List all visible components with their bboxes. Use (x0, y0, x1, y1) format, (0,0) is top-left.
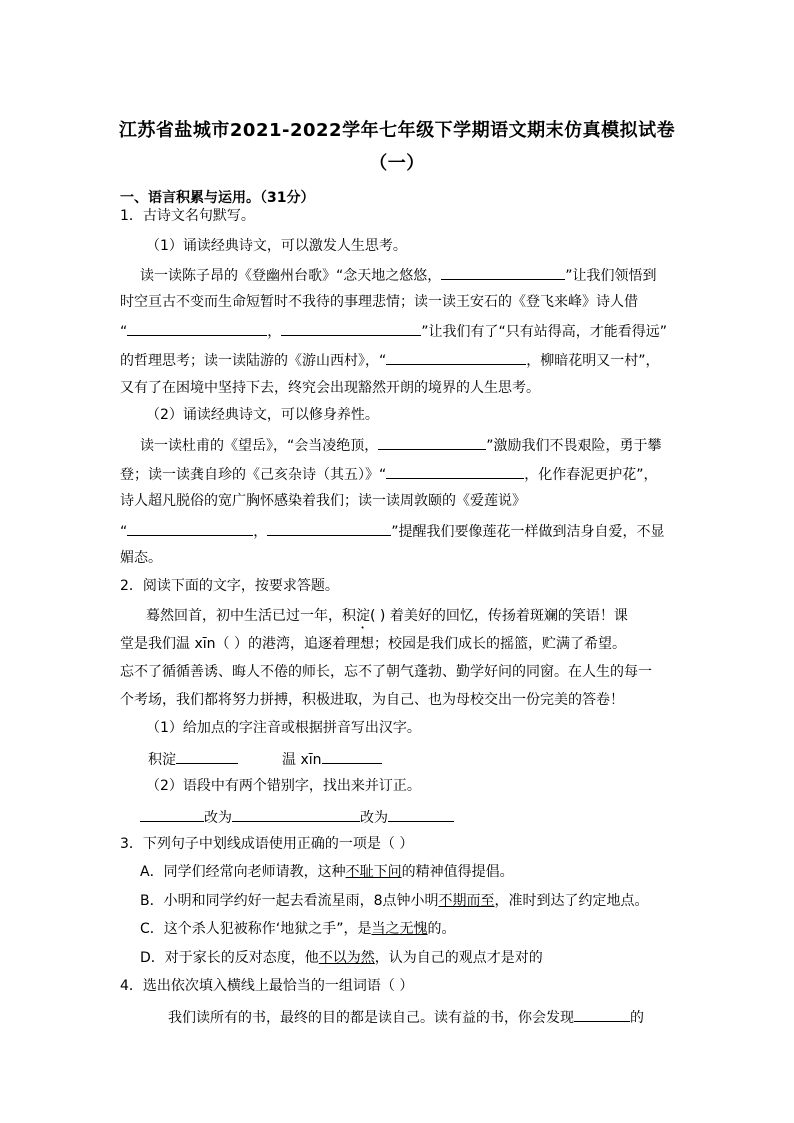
q1-part2-heading: （2）诵读经典诗文，可以修身养性。 (146, 407, 379, 423)
text: ，化作春泥更护花”， (524, 467, 658, 483)
q2-sub2: （2）语段中有两个错别字，找出来并订正。 (146, 778, 421, 794)
q1-line: 又有了在困境中坚持下去，终究会出现豁然开朗的境界的人生思考。 (120, 380, 540, 396)
text: ， (267, 324, 282, 340)
text: ，认为自己的观点才是对的 (374, 950, 543, 966)
text: 改为 (360, 810, 388, 826)
text: ”提醒我们要像莲花一样做到洁身自爱，不显 (391, 524, 665, 540)
section-heading: 一、语言积累与运用。（31分） (120, 190, 315, 206)
answer-blank[interactable] (176, 748, 238, 764)
q2-line: 堂是我们温 xīn（ ）的港湾，追逐着理想；校园是我们成长的摇篮，贮满了希望。 (120, 636, 626, 652)
text: 的。 (427, 921, 456, 937)
answer-blank[interactable] (140, 806, 204, 822)
answer-blank[interactable] (127, 320, 267, 336)
text: 的 (630, 1010, 644, 1026)
text: 我们读所有的书，最终的目的都是读自己。读有益的书，你会发现 (168, 1010, 574, 1026)
answer-blank[interactable] (441, 264, 565, 280)
q1-line (120, 463, 680, 485)
answer-blank[interactable] (378, 434, 486, 450)
exam-title: 江苏省盐城市2021-2022学年七年级下学期语文期末仿真模拟试卷 (118, 120, 676, 141)
q3-stem: 3．下列句子中划线成语使用正确的一项是（ ） (120, 836, 414, 852)
text: ”让我们领悟到 (565, 268, 657, 284)
text: A．同学们经常向老师请教，这种 (140, 864, 346, 880)
q4-line (168, 1006, 728, 1028)
q4-stem: 4．选出依次填入横线上最恰当的一组词语（ ） (120, 978, 414, 994)
answer-blank[interactable] (127, 520, 253, 536)
q2-sub1-answers (148, 748, 708, 770)
idiom: 不耻下问 (345, 864, 402, 880)
dotted-char: 淀 (356, 608, 370, 624)
text: 蓦然回首，初中生活已过一年，积 (146, 608, 356, 624)
exam-title-sub: （一） (369, 153, 425, 174)
q3-option-d[interactable] (140, 948, 700, 968)
text: “ (120, 324, 128, 340)
q2-line: 忘不了循循善诱、晦人不倦的师长，忘不了朝气蓬勃、勤学好问的同窗。在人生的每一 (120, 664, 652, 680)
q3-option-c[interactable] (140, 919, 700, 939)
text: “ (120, 524, 128, 540)
text: ”激励我们不畏艰险，勇于攀 (486, 438, 662, 454)
q1-stem: 1．古诗文名句默写。 (120, 208, 255, 224)
answer-blank[interactable] (386, 463, 524, 479)
q2-stem: 2．阅读下面的文字，按要求答题。 (120, 578, 339, 594)
answer-blank[interactable] (388, 806, 454, 822)
q1-line: 时空亘古不变而生命短暂时不我待的事理悲情；读一读王安石的《登飞来峰》诗人借 (120, 294, 638, 310)
text: ， (253, 524, 268, 540)
answer-blank[interactable] (386, 349, 526, 365)
idiom: 不以为然 (318, 950, 375, 966)
text: 登；读一读龚自珍的《己亥杂诗（其五）》“ (120, 467, 387, 483)
q1-line (120, 320, 680, 342)
q2-sub2-answers (140, 806, 700, 828)
text: ( ) 着美好的回忆，传扬着斑斓的笑语！课 (370, 608, 628, 624)
q1-line (120, 349, 680, 371)
text: D．对于家长的反对态度，他 (140, 950, 319, 966)
text: ，柳暗花明又一村”， (526, 353, 660, 369)
q1-line (140, 264, 700, 286)
q3-option-b[interactable] (140, 891, 700, 911)
text: ”让我们有了“只有站得高，才能看得远” (421, 324, 668, 340)
answer-blank[interactable] (281, 320, 421, 336)
text: 的精神值得提倡。 (401, 864, 514, 880)
q1-line: 诗人超凡脱俗的宽广胸怀感染着我们；读一读周敦颐的《爱莲说》 (120, 493, 526, 509)
answer-blank[interactable] (267, 520, 391, 536)
q3-option-a[interactable] (140, 862, 700, 882)
q2-sub1: （1）给加点的字注音或根据拼音写出汉字。 (146, 720, 421, 736)
text: 积淀 (148, 752, 176, 768)
idiom: 不期而至 (438, 893, 495, 909)
text: ，准时到达了约定地点。 (494, 893, 649, 909)
text: 温 xīn (282, 752, 322, 768)
text: 改为 (204, 810, 232, 826)
q2-line: 个考场，我们都将努力拼搏，积极进取，为自己、也为母校交出一份完美的答卷！ (120, 692, 624, 708)
text: 读一读杜甫的《望岳》，“会当凌绝顶， (140, 438, 379, 454)
answer-blank[interactable] (574, 1006, 630, 1022)
q1-line: 媚态。 (120, 550, 162, 566)
q1-line (120, 520, 680, 542)
text: C．这个杀人犯被称作‘地狱之手”，是 (140, 921, 372, 937)
text: B．小明和同学约好一起去看流星雨，8点钟小明 (140, 893, 439, 909)
answer-blank[interactable] (232, 806, 360, 822)
idiom: 当之无愧 (371, 921, 428, 937)
text: 的哲理思考；读一读陆游的《游山西村》，“ (120, 353, 387, 369)
answer-blank[interactable] (322, 748, 382, 764)
q1-line (140, 434, 700, 456)
text: 读一读陈子昂的《登幽州台歌》“念天地之悠悠， (140, 268, 442, 284)
q1-part1-heading: （1）诵读经典诗文，可以激发人生思考。 (146, 238, 407, 254)
q2-line (146, 606, 706, 632)
